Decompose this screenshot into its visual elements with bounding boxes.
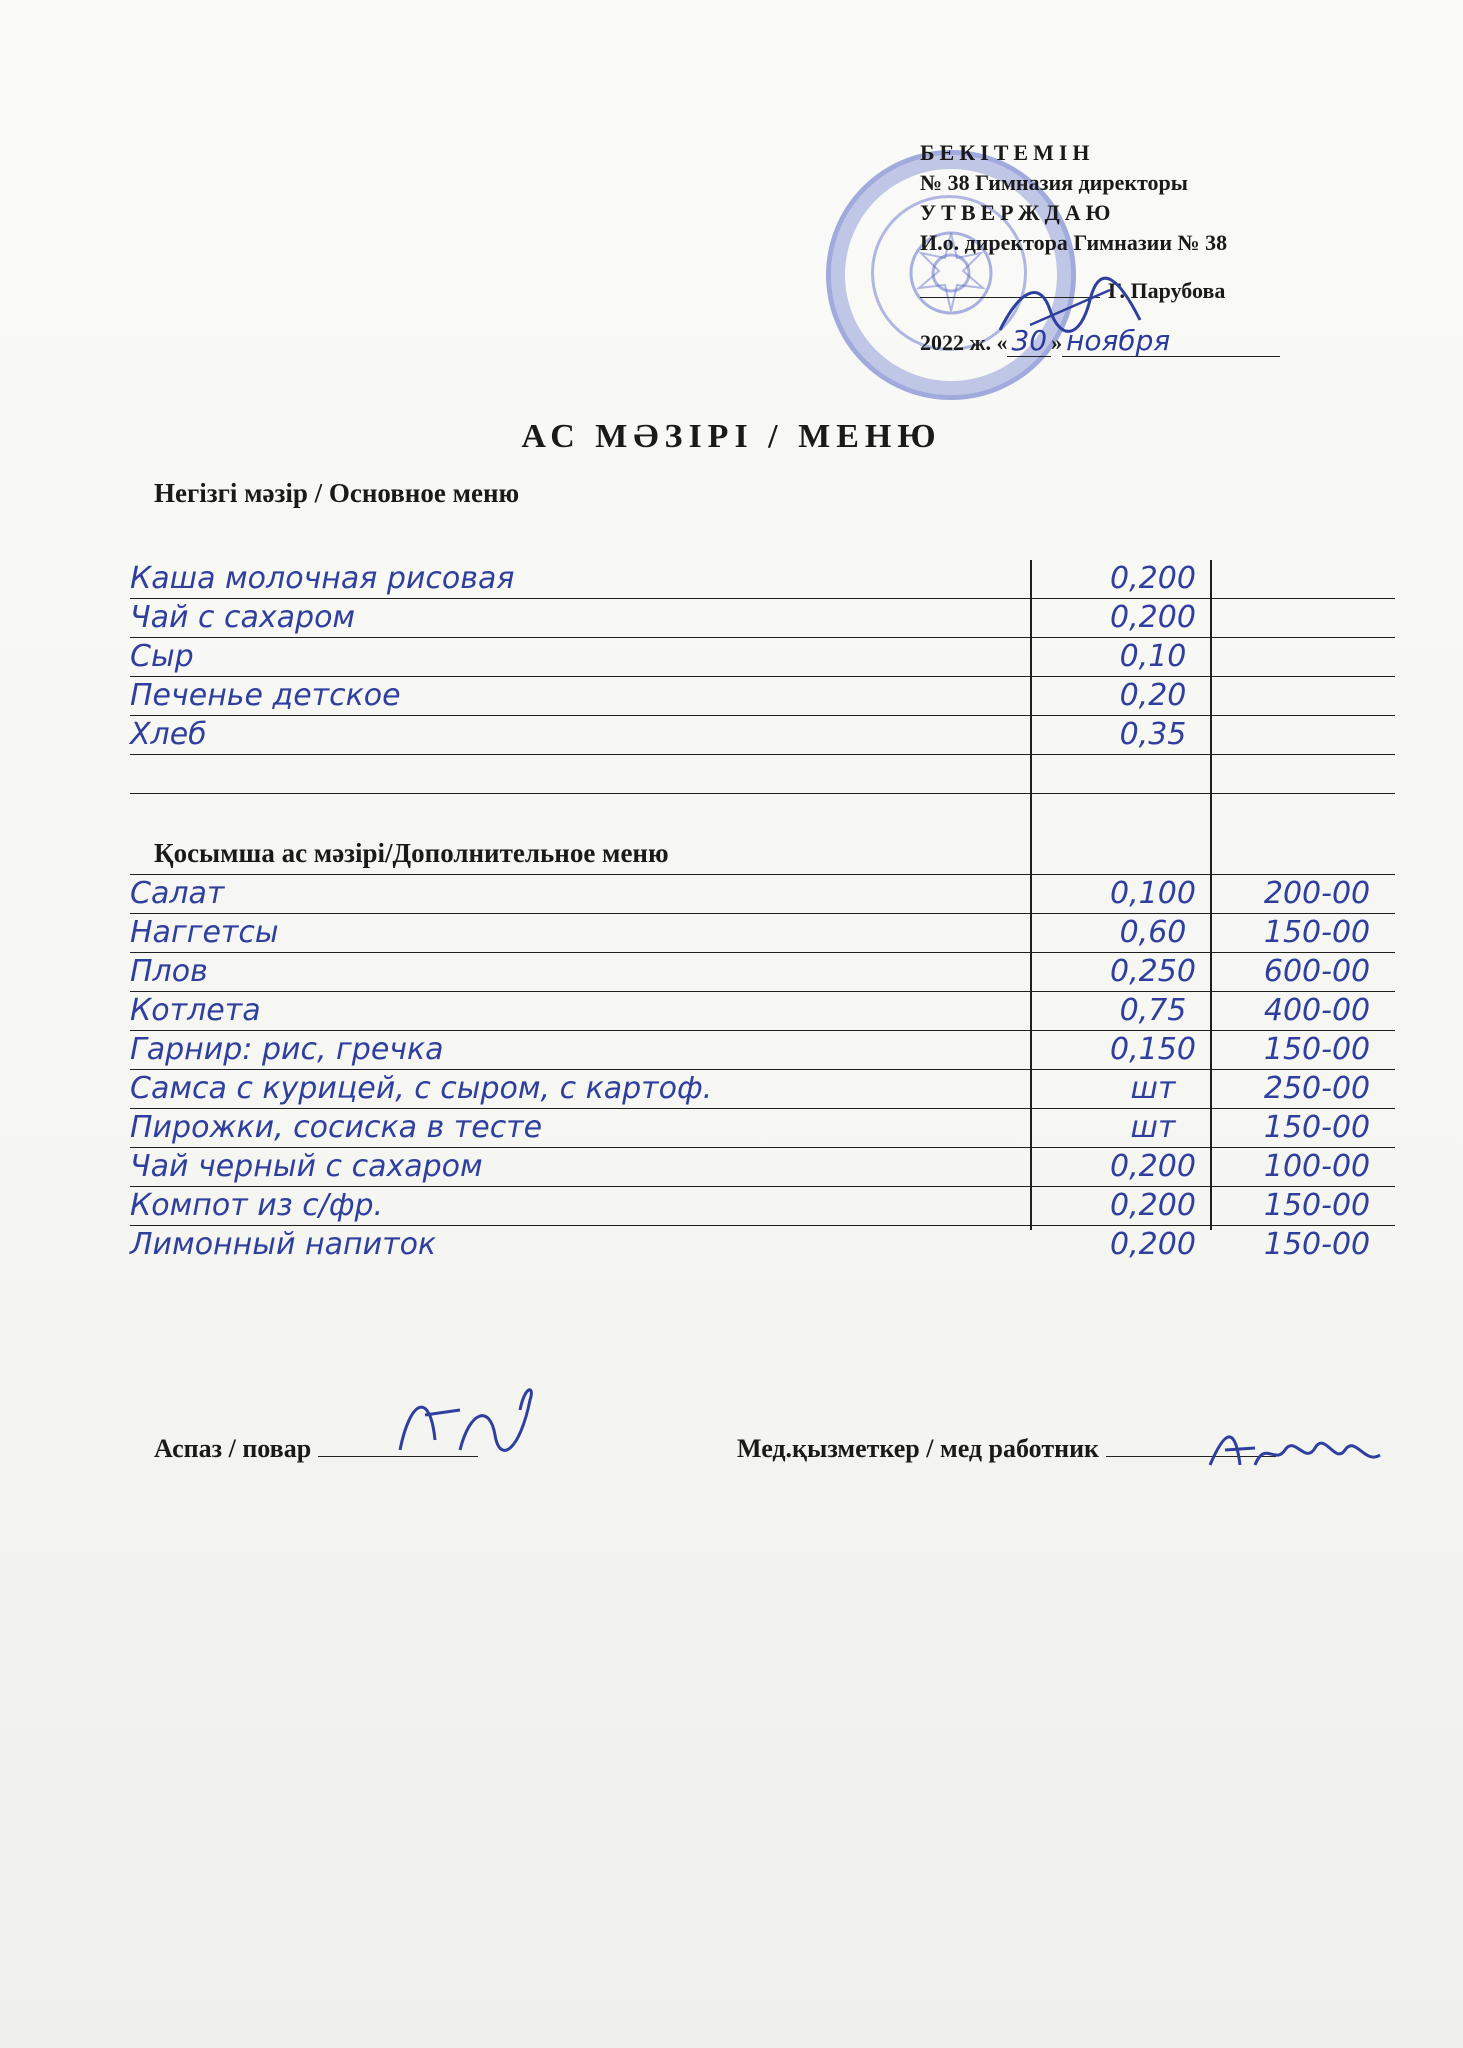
main-menu-table — [130, 560, 1395, 794]
page-title: АС МӘЗІРІ / МЕНЮ — [521, 418, 942, 455]
item-weight: 0,150 — [1110, 1032, 1196, 1067]
med-label: Мед.қызметкер / мед работник — [737, 1434, 1100, 1463]
item-name: Самса с курицей, с сыром, с картоф. — [130, 1071, 713, 1106]
item-price: 250-00 — [1263, 1071, 1371, 1106]
med-signature-icon — [1200, 1420, 1390, 1480]
table-row — [130, 716, 1395, 755]
item-weight: 0,250 — [1110, 954, 1196, 989]
table-row — [130, 599, 1395, 638]
item-weight: 0,200 — [1110, 1227, 1196, 1262]
item-name: Чай черный с сахаром — [130, 1149, 483, 1184]
table-row — [130, 1226, 1395, 1264]
approval-ru: УТВЕРЖДАЮ — [920, 200, 1116, 225]
item-name: Наггетсы — [130, 915, 279, 950]
item-weight: 0,35 — [1119, 717, 1187, 752]
item-name: Чай с сахаром — [130, 600, 356, 635]
item-price — [1242, 677, 1392, 715]
table-row — [130, 953, 1395, 992]
cook-signature-icon — [380, 1380, 550, 1470]
approval-director-kz: № 38 Гимназия директоры — [920, 170, 1188, 195]
item-name: Каша молочная рисовая — [130, 561, 515, 596]
cook-label: Аспаз / повар — [154, 1434, 312, 1463]
item-weight: 0,10 — [1119, 639, 1187, 674]
date-day: 30 — [1007, 326, 1051, 357]
item-price: 150-00 — [1263, 915, 1371, 950]
item-price — [1242, 755, 1392, 793]
date-prefix: 2022 ж. « — [920, 330, 1008, 355]
director-signature-icon — [990, 270, 1150, 350]
item-weight: 0,20 — [1119, 678, 1187, 713]
item-weight: 0,200 — [1110, 561, 1196, 596]
item-weight: шт — [1130, 1110, 1176, 1145]
item-weight: 0,200 — [1110, 1188, 1196, 1223]
item-price: 150-00 — [1263, 1227, 1371, 1262]
date-close: » — [1051, 330, 1063, 355]
table-row — [130, 992, 1395, 1031]
item-price — [1242, 716, 1392, 754]
table-row — [130, 560, 1395, 599]
item-name: Компот из с/фр. — [130, 1188, 384, 1223]
item-price: 200-00 — [1263, 876, 1371, 911]
table-row — [130, 755, 1395, 794]
table-row — [130, 677, 1395, 716]
table-row — [130, 1148, 1395, 1187]
table-row — [130, 1109, 1395, 1148]
item-weight: 0,200 — [1110, 1149, 1196, 1184]
item-name: Пирожки, сосиска в тесте — [130, 1110, 543, 1145]
item-name: Гарнир: рис, гречка — [130, 1032, 444, 1067]
item-price: 150-00 — [1263, 1032, 1371, 1067]
item-price — [1242, 599, 1392, 637]
table-row — [130, 1031, 1395, 1070]
item-price: 100-00 — [1263, 1149, 1371, 1184]
item-weight: 0,60 — [1119, 915, 1187, 950]
item-name: Плов — [130, 954, 208, 989]
table-row — [130, 875, 1395, 914]
item-name: Сыр — [130, 639, 194, 674]
item-name: Лимонный напиток — [130, 1227, 437, 1262]
item-name: Печенье детское — [130, 678, 401, 713]
signer-name: Г. Парубова — [1108, 278, 1226, 303]
item-price: 150-00 — [1263, 1110, 1371, 1145]
item-weight: 0,200 — [1110, 600, 1196, 635]
table-row — [130, 1070, 1395, 1109]
date-month: ноября — [1062, 326, 1280, 357]
item-price: 150-00 — [1263, 1188, 1371, 1223]
approval-director-ru: И.о. директора Гимназии № 38 — [920, 230, 1228, 255]
item-weight: 0,75 — [1119, 993, 1187, 1028]
extra-menu-heading: Қосымша ас мәзірі/Дополнительное меню — [154, 838, 669, 868]
med-signature-block — [737, 1434, 1276, 1464]
item-price — [1242, 560, 1392, 598]
item-weight: 0,100 — [1110, 876, 1196, 911]
item-price: 600-00 — [1263, 954, 1371, 989]
item-weight: шт — [1130, 1071, 1176, 1106]
item-price — [1242, 638, 1392, 676]
table-row — [130, 638, 1395, 677]
item-name: Салат — [130, 876, 225, 911]
main-menu-heading: Негізгі мәзір / Основное меню — [154, 478, 520, 508]
extra-menu-table — [130, 874, 1395, 1264]
approval-kz: БЕКІТЕМІН — [920, 140, 1095, 165]
item-name: Хлеб — [130, 717, 207, 752]
table-row — [130, 914, 1395, 953]
item-weight — [1068, 755, 1238, 793]
item-name: Котлета — [130, 993, 261, 1028]
item-name — [130, 755, 1030, 793]
table-row — [130, 1187, 1395, 1226]
item-price: 400-00 — [1263, 993, 1371, 1028]
